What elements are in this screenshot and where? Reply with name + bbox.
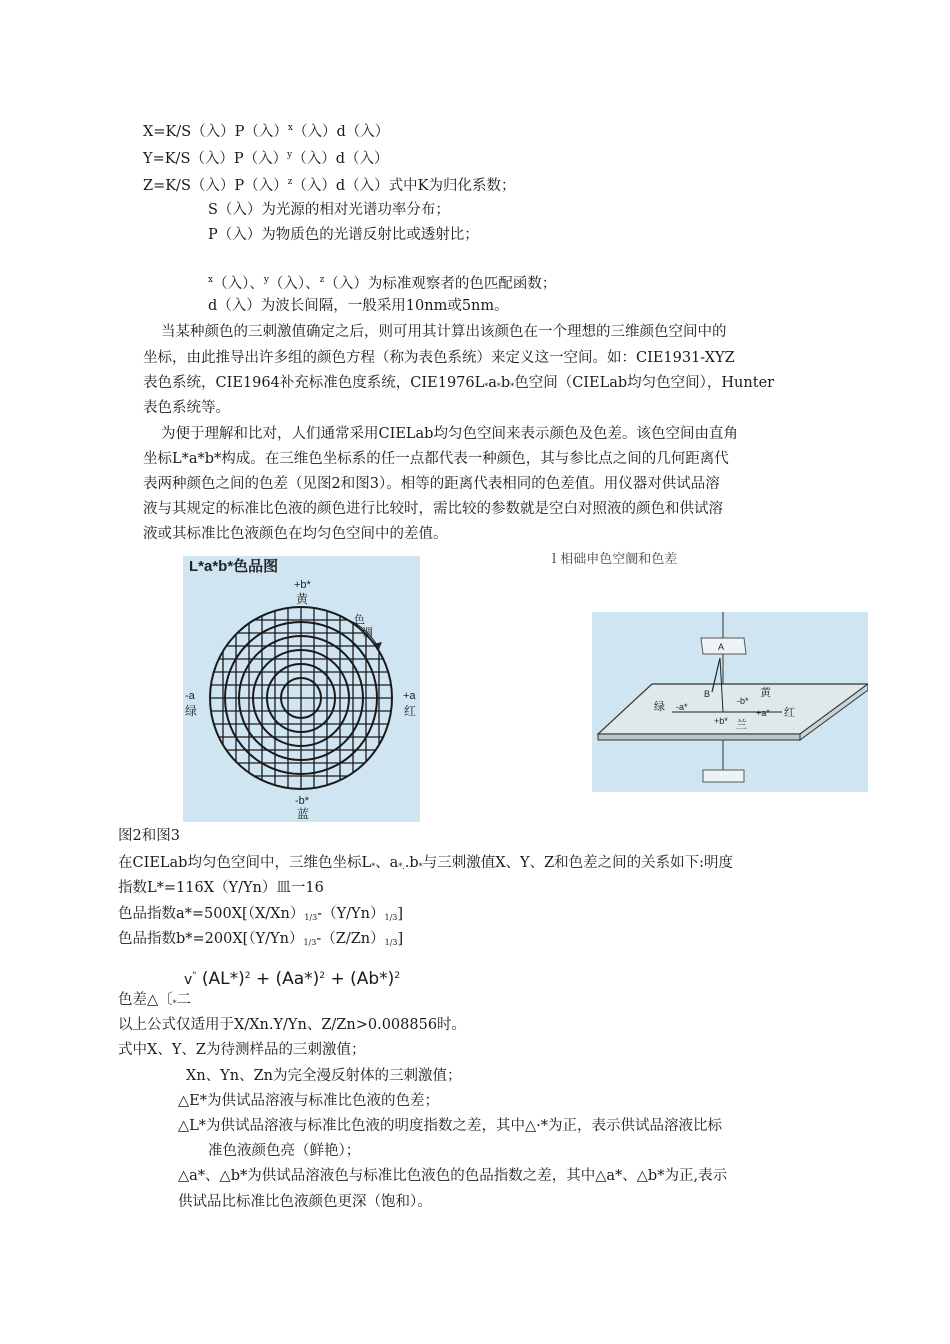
red-label: 红 (784, 707, 795, 719)
para2-line3: 表两种颜色之间的色差（见图2和图3）。相等的距离代表相同的色差值。用仪器对供试品溶 (143, 476, 720, 492)
formula-z-sup: z (287, 177, 293, 187)
relation-sub-a: *. (398, 862, 405, 871)
delta-ab-definition-1: △a*、△b*为供试品溶液色与标准比色液色的色品指数之差，其中△a*、△b*为正,表示 (178, 1168, 728, 1184)
lab-minus-a-label: -a (185, 690, 195, 702)
plus-b-label: +b* (714, 716, 728, 726)
relation-line1 (118, 853, 733, 877)
def-y-sup: y (263, 275, 269, 285)
relation-sub-b: * (418, 862, 423, 871)
delta-l-definition-1: △L*为供试品溶液与标准比色液的明度指数之差，其中△·*为正，表示供试品溶液比标 (178, 1118, 723, 1134)
lab-yellow-label: 黄 (296, 592, 309, 606)
def-xyz-part3: （入）为标准观察者的色匹配函数； (324, 276, 557, 292)
delta-e-formula (184, 966, 400, 990)
lab-chromaticity-figure (183, 556, 420, 822)
lab-green-label: 绿 (185, 704, 198, 718)
para2-line5: 液或其标准比色液颜色在均匀色空间中的差值。 (143, 526, 448, 542)
plus-a-label: +a* (756, 708, 770, 718)
formula-y (143, 145, 389, 169)
delta-l-term: (AL*) (201, 969, 245, 989)
para1-line2: 坐标，由此推导出许多组的颜色方程（称为表色系统）来定义这一空间。如：CIE1931-XYZ (143, 350, 735, 366)
formula-x-sup: x (287, 123, 293, 133)
point-a-label: A (718, 642, 725, 652)
lab-blue-label: 蓝 (297, 807, 310, 821)
root-sign: v (184, 972, 193, 988)
def-d: d（入）为波长间隔，一般采用10nm或5nm。 (208, 298, 509, 314)
formula-x (143, 118, 389, 142)
color-space-figure (592, 612, 868, 792)
relation-sub-l: * (371, 862, 376, 871)
lightness-formula: 指数L*=116X（Y/Yn）皿一16 (118, 880, 324, 896)
minus-b-label: -b* (737, 696, 749, 706)
b-star-formula (118, 929, 403, 953)
lab-hue-label-2: 调 (362, 627, 373, 639)
delta-b-term: + (Ab*) (330, 969, 395, 989)
a-star-part2: -（Y/Yn） (317, 906, 385, 922)
formula-y-part2: （入）d（入） (292, 151, 389, 167)
para2-line2: 坐标L*a*b*构成。在三维色坐标系的任一点都代表一种颜色，其与参比点之间的几何距离代 (143, 451, 729, 467)
para2-line1: 为便于理解和比对，人们通常采用CIELab均匀色空间来表示颜色及色差。该色空间由直角 (161, 426, 738, 442)
def-xyz-part2: （入）、 (268, 276, 320, 292)
delta-ab-definition-2: 供试品比标准比色液颜色更深（饱和）。 (178, 1194, 432, 1210)
yellow-label: 黄 (760, 687, 771, 699)
lab-figure-title: L*a*b*色品图 (189, 558, 279, 575)
delta-e-part2: 二 (176, 992, 192, 1008)
para1-line3 (143, 373, 774, 397)
b-star-part3: ] (397, 931, 404, 947)
delta-l-square: 2 (244, 971, 251, 981)
a-star-part1: 色品指数a*=500X[（X/Xn） (118, 906, 305, 922)
lab-red-label: 红 (404, 704, 417, 718)
def-p: P（入）为物质色的光谱反射比或透射比； (208, 227, 479, 243)
a-star-part3: ] (397, 906, 404, 922)
lab-minus-b-label: -b* (295, 795, 310, 807)
a-star-exp2: 1/3 (384, 913, 398, 922)
delta-a-term: + (Aa*) (255, 969, 320, 989)
relation-part3: .b (404, 855, 419, 871)
def-xyz-part1: （入）、 (213, 276, 264, 292)
def-x-sup: x (208, 275, 214, 285)
para1-line3-b: b (500, 375, 511, 391)
formula-y-sup: y (287, 150, 293, 160)
delta-e-label (118, 990, 191, 1014)
para1-sub3: * (510, 382, 515, 391)
b-star-exp2: 1/3 (384, 938, 398, 947)
para1-line4: 表色系统等。 (143, 400, 230, 416)
b-star-exp1: 1/3 (303, 938, 317, 947)
b-star-part2: -（Z/Zn） (316, 931, 385, 947)
applicability-note: 以上公式仅适用于X/Xn.Y/Yn、Z/Zn>0.008856时。 (118, 1017, 467, 1033)
delta-l-definition-2: 准色液颜色亮（鲜艳）； (208, 1143, 361, 1159)
root-mark: " (192, 971, 197, 981)
para1-sub1: * (484, 382, 489, 391)
delta-e-definition: △E*为供试品溶液与标准比色液的色差； (178, 1093, 439, 1109)
xyz-definition: 式中X、Y、Z为待测样品的三刺激值； (118, 1042, 366, 1058)
delta-b-square: 2 (394, 971, 401, 981)
relation-part4: 与三刺激值X、Y、Z和色差之间的关系如下:明度 (422, 855, 734, 871)
formula-y-part1: Y=K/S（入）P（入） (143, 151, 288, 167)
b-star-part1: 色品指数b*=200X[（Y/Yn） (118, 931, 304, 947)
para1-line3-part2: 色空间（CIELab均匀色空间），Hunter (514, 375, 775, 391)
lower-sample-plate (703, 770, 744, 782)
lab-hue-label-1: 色 (354, 614, 365, 626)
para1-line1: 当某种颜色的三刺激值确定之后，则可用其计算出该颜色在一个理想的三维颜色空间中的 (161, 324, 727, 340)
formula-z-part1: Z=K/S（入）P（入） (143, 178, 288, 194)
para1-sub2: * (496, 382, 501, 391)
lab-plus-a-label: +a (403, 690, 416, 702)
para1-line3-a: a (488, 375, 497, 391)
def-xyz (208, 270, 556, 294)
figure3-caption: l 相础申色空阛和色差 (552, 552, 678, 567)
formula-x-part2: （入）d（入） (292, 124, 390, 140)
a-star-formula (118, 904, 403, 928)
lab-plus-b-label: +b* (294, 579, 311, 591)
relation-part1: 在CIELab均匀色空间中，三维色坐标L (118, 855, 372, 871)
def-z-sup: z (319, 275, 325, 285)
xn-definition: Xn、Yn、Zn为完全漫反射体的三刺激值； (186, 1068, 462, 1084)
delta-e-part1: 色差△〔 (118, 992, 173, 1008)
delta-a-square: 2 (319, 971, 326, 981)
def-s: S（入）为光源的相对光谱功率分布； (208, 202, 450, 218)
figure-label: 图2和图3 (118, 828, 180, 844)
delta-e-sub: * (172, 999, 177, 1008)
formula-z-part2: （入）d（入）式中K为归化系数； (292, 178, 516, 194)
formula-x-part1: X=K/S（入）P（入） (143, 124, 288, 140)
para1-line3-part1: 表色系统，CIE1964补充标准色度系统，CIE1976L (143, 375, 485, 391)
para2-line4: 液与其规定的标准比色液的颜色进行比较时，需比较的参数就是空白对照液的颜色和供试溶 (143, 501, 723, 517)
minus-a-label: -a* (676, 702, 688, 712)
relation-part2: 、a (375, 855, 399, 871)
color-plane-edge (598, 734, 800, 740)
blue-label: 兰 (736, 719, 747, 731)
point-b-label: B (704, 689, 711, 699)
green-label: 绿 (654, 701, 665, 713)
formula-z (143, 172, 516, 196)
a-star-exp1: 1/3 (304, 913, 318, 922)
